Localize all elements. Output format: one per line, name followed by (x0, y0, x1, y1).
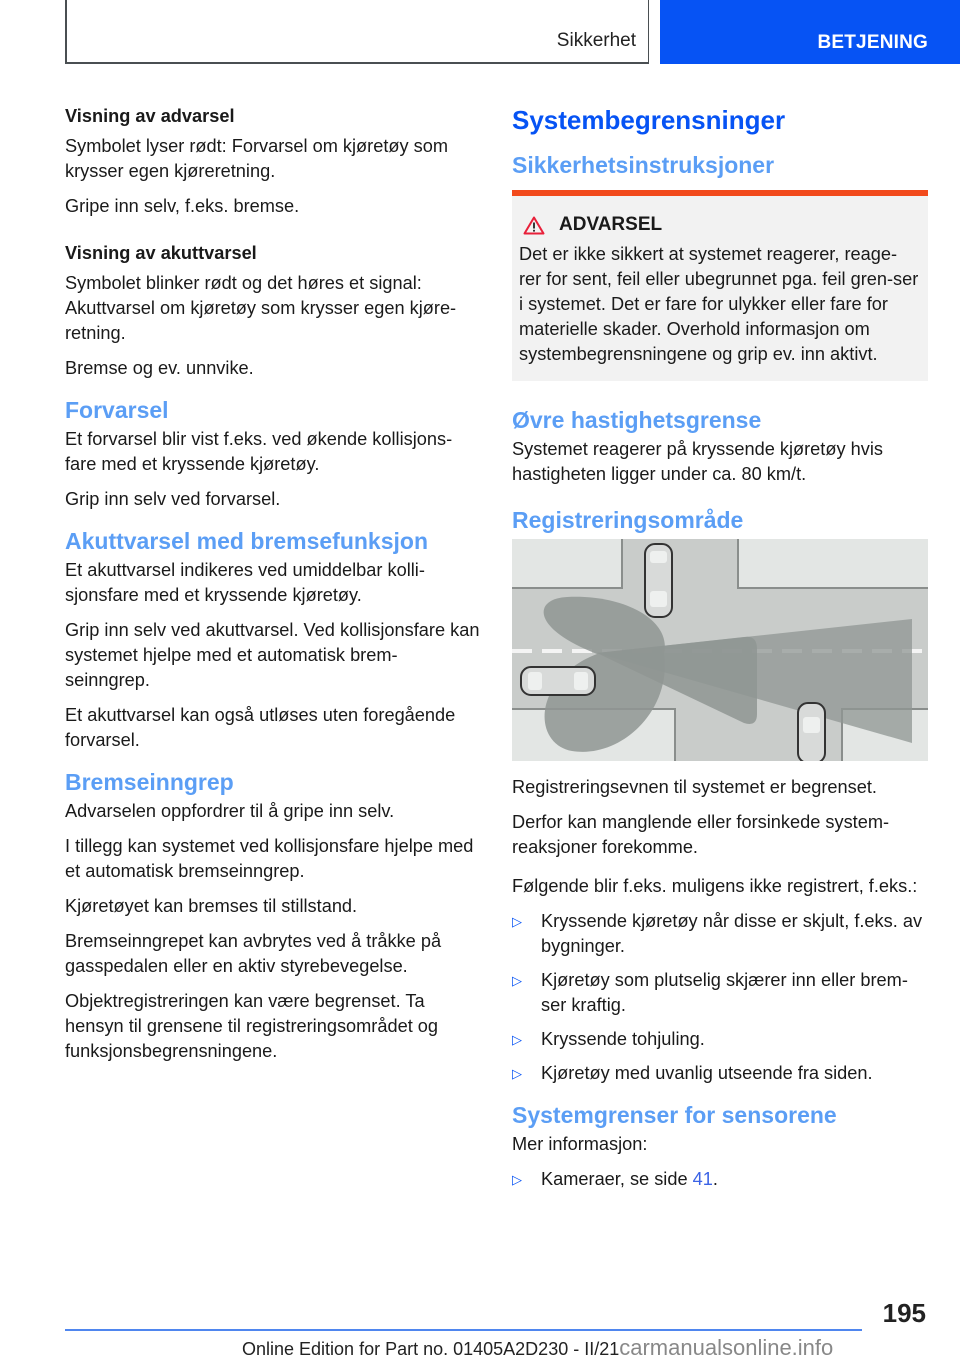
paragraph: Registreringsevnen til systemet er begrenset. (512, 777, 877, 797)
paragraph: Kjøretøyet kan bremses til stillstand. (65, 896, 358, 916)
paragraph: Symbolet blinker rødt og det høres et signal: Akuttvarsel om kjøretøy som krysser egen kjøre-retning. (65, 273, 457, 343)
warning-triangle-icon (523, 216, 545, 235)
list-item: ▷ Kameraer, se side 41. (512, 1167, 928, 1192)
triangle-bullet-icon: ▷ (512, 1172, 522, 1187)
footer-divider (65, 1329, 862, 1331)
paragraph: Advarselen oppfordrer til å gripe inn selv. (65, 801, 395, 821)
warning-title: ADVARSEL (559, 214, 663, 235)
list-item: ▷ Kjøretøy med uvanlig utseende fra siden. (512, 1061, 928, 1086)
paragraph: Systemet reagerer på kryssende kjøretøy hvis hastigheten ligger under ca. 80 km/t. (512, 439, 883, 484)
forvarsel-heading: Forvarsel (65, 397, 169, 423)
header-section-box (65, 0, 649, 64)
warning-text: Det er ikke sikkert at systemet reagerer, reage-rer for sent, feil eller ubegrunnet pga. feil gren-ser i systemet. Det er fare for ulykker eller fare for materielle skader. Overhold informasjon om systembegrensningene og grip ev. inn aktivt. (519, 244, 919, 364)
visning-akuttvarsel-heading: Visning av akuttvarsel (65, 243, 257, 263)
paragraph: Objektregistreringen kan være begrenset. Ta hensyn til grensene til registreringsområdet og funksjonsbegrensningene. (65, 991, 439, 1061)
warning-box (512, 190, 928, 381)
watermark: carmanualsonline.info (619, 1335, 834, 1360)
paragraph: Bremseinngrepet kan avbrytes ved å tråkke på gasspedalen eller en aktiv styrebevegelse. (65, 931, 442, 976)
akuttvarsel-heading: Akuttvarsel med bremsefunksjon (65, 528, 429, 554)
registration-heading: Registreringsområde (512, 507, 744, 533)
triangle-bullet-icon: ▷ (512, 973, 522, 988)
page-link-41[interactable]: 41 (692, 1169, 713, 1189)
bremseinngrep-heading: Bremseinngrep (65, 769, 234, 795)
footer-edition: Online Edition for Part no. 01405A2D230 - II/21carmanualsonline.info (242, 1335, 834, 1360)
intersection-detection-diagram (512, 539, 928, 761)
paragraph: Et akuttvarsel kan også utløses uten foregående forvarsel. (65, 705, 456, 750)
triangle-bullet-icon: ▷ (512, 1032, 522, 1047)
triangle-bullet-icon: ▷ (512, 914, 522, 929)
not-detected-list (512, 909, 928, 1086)
paragraph: I tillegg kan systemet ved kollisjonsfare hjelpe med et automatisk bremseinngrep. (65, 836, 474, 881)
paragraph: Følgende blir f.eks. muligens ikke registrert, f.eks.: (512, 876, 918, 896)
paragraph: Et akuttvarsel indikeres ved umiddelbar kolli-sjonsfare med et kryssende kjøretøy. (65, 560, 425, 605)
sensors-list (512, 1167, 928, 1192)
right-column (512, 104, 928, 1201)
paragraph: Grip inn selv ved forvarsel. (65, 489, 281, 509)
paragraph: Grip inn selv ved akuttvarsel. Ved kollisjonsfare kan systemet hjelpe med et automatisk brem-seinngrep. (65, 620, 480, 690)
list-item: ▷ Kjøretøy som plutselig skjærer inn eller brem-ser kraftig. (512, 970, 908, 1015)
paragraph: Et forvarsel blir vist f.eks. ved økende kollisjons-fare med et kryssende kjøretøy. (65, 429, 453, 474)
paragraph: Symbolet lyser rødt: Forvarsel om kjøretøy som krysser egen kjøreretning. (65, 136, 449, 181)
header-chapter-label: BETJENING (817, 32, 928, 53)
sensors-heading: Systemgrenser for sensorene (512, 1102, 837, 1128)
paragraph: Mer informasjon: (512, 1134, 648, 1154)
visning-advarsel-heading: Visning av advarsel (65, 106, 235, 126)
left-column (65, 104, 480, 1074)
safety-heading: Sikkerhetsinstruksjoner (512, 152, 775, 178)
list-item: ▷ Kryssende kjøretøy når disse er skjult, f.eks. av bygninger. (512, 911, 923, 956)
speed-heading: Øvre hastighetsgrense (512, 407, 762, 433)
header-section-label: Sikkerhet (556, 30, 636, 51)
list-item: ▷ Kryssende tohjuling. (512, 1027, 928, 1052)
page-number: 195 (882, 1298, 926, 1328)
paragraph: Bremse og ev. unnvike. (65, 358, 254, 378)
paragraph: Derfor kan manglende eller forsinkede system-reaksjoner forekomme. (512, 812, 890, 857)
header-chapter-tab (660, 0, 960, 64)
paragraph: Gripe inn selv, f.eks. bremse. (65, 196, 300, 216)
triangle-bullet-icon: ▷ (512, 1066, 522, 1081)
page-title: Systembegrensninger (512, 105, 786, 135)
